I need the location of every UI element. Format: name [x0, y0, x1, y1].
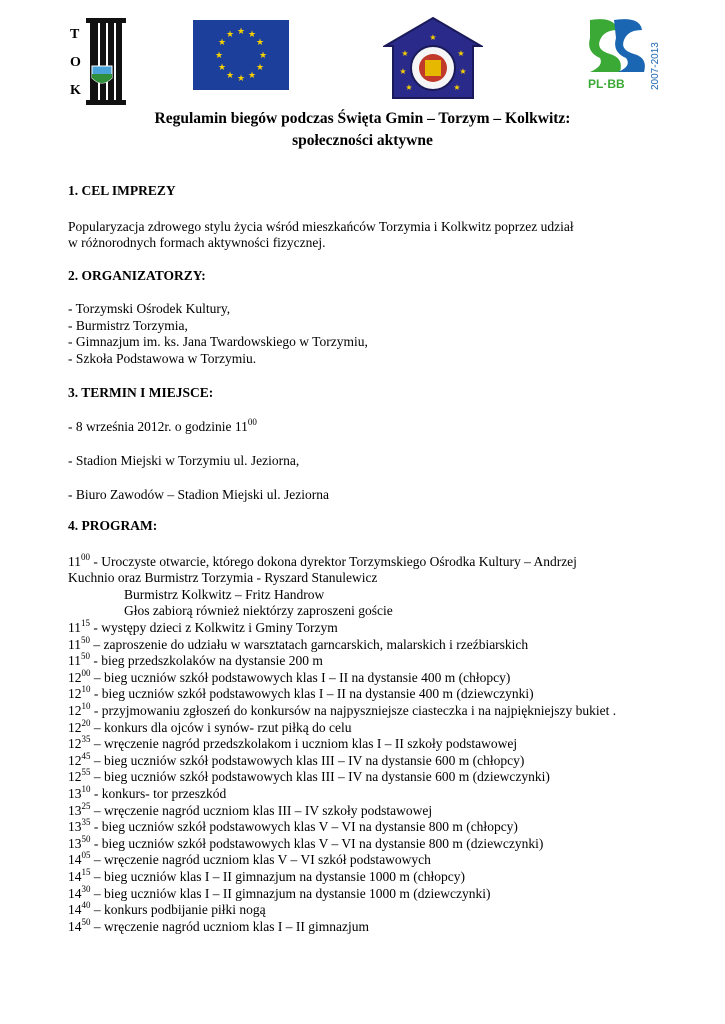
program-opening-line2: Kuchnio oraz Burmistrz Torzymia - Ryszard Stanulewicz	[68, 570, 378, 585]
tok-logo	[66, 18, 130, 106]
svg-text:★: ★	[225, 30, 235, 40]
svg-text:★: ★	[214, 51, 224, 61]
svg-text:★: ★	[225, 71, 235, 81]
svg-text:★: ★	[457, 49, 465, 58]
program-item-hour: 13	[68, 819, 82, 835]
program-item-minute: 10	[81, 701, 91, 711]
program-item-hour: 14	[68, 852, 82, 868]
program-item-hour: 13	[68, 835, 82, 851]
program-item	[68, 653, 323, 669]
program-item-hour: 14	[68, 869, 82, 884]
program-item	[68, 916, 370, 935]
program-opening: $11^{00}$ - Uroczyste otwarcie, którego dokona dyrektor Torzymskiego Ośrodka Kultury – Andrzej	[68, 552, 577, 569]
svg-text:★: ★	[217, 38, 227, 48]
program-item-minute: 50	[81, 651, 90, 662]
program-item-minute: 10	[81, 784, 91, 794]
program-item	[68, 819, 518, 835]
program-item-hour: 12	[68, 769, 82, 785]
program-item-minute: 50	[81, 916, 91, 927]
svg-text:★: ★	[399, 67, 407, 76]
svg-text:★: ★	[405, 83, 413, 92]
svg-text:★: ★	[453, 83, 461, 92]
organizer-item: - Torzymski Ośrodek Kultury,	[68, 301, 231, 316]
program-item-text: - bieg uczniów szkół podstawowych klas V – VI na dystansie 800 m (chłopcy)	[90, 819, 518, 835]
program-item	[68, 869, 465, 885]
svg-text:★: ★	[236, 27, 246, 37]
document-title-line2: społeczności aktywne	[292, 132, 433, 149]
program-item-hour: 12	[68, 719, 82, 735]
program-item-hour: 11	[68, 653, 81, 669]
program-item	[68, 852, 431, 868]
program-item-text: – wręczenie nagród uczniom klas V – VI szkół podstawowych	[90, 852, 431, 868]
program-item	[68, 634, 529, 653]
program-item-hour: 12	[68, 736, 82, 752]
program-item-hour: 14	[68, 885, 82, 901]
plbb-text: PL·BB	[588, 77, 625, 91]
organizer-item: - Szkoła Podstawowa w Torzymiu.	[68, 351, 257, 366]
program-item	[68, 769, 550, 785]
program-item-hour: 13	[68, 802, 82, 818]
program-item-hour: 14	[68, 902, 82, 918]
program-item-text: - występy dzieci z Kolkwitz i Gminy Torzym	[90, 620, 338, 635]
program-item	[68, 717, 352, 736]
svg-text:★: ★	[247, 71, 257, 81]
program-item	[68, 786, 226, 802]
program-item-text: – wręczenie nagród przedszkolakom i uczniom klas I – II szkoły podstawowej	[90, 736, 518, 752]
program-item	[68, 686, 534, 702]
organizer-item: - Burmistrz Torzymia,	[68, 318, 188, 333]
program-item-minute: 40	[81, 900, 91, 911]
svg-text:★: ★	[401, 49, 409, 58]
eu-flag-icon	[193, 20, 289, 90]
program-item	[68, 800, 433, 819]
program-item-text: – zaproszenie do udziału w warsztatach garncarskich, malarskich i rzeźbiarskich	[90, 636, 529, 652]
svg-text:★: ★	[429, 33, 437, 42]
program-item	[68, 750, 525, 769]
event-office: - Biuro Zawodów – Stadion Miejski ul. Jeziorna	[68, 487, 329, 502]
program-item-hour: 12	[68, 752, 82, 768]
program-item	[68, 736, 517, 752]
program-item-text: – bieg uczniów klas I – II gimnazjum na dystansie 1000 m (chłopcy)	[90, 869, 466, 884]
section-1-heading: 1. CEL IMPREZY	[68, 183, 176, 198]
program-item-minute: 35	[81, 734, 91, 745]
program-item-text: – konkurs podbijanie piłki nogą	[90, 902, 266, 918]
program-item-hour: 13	[68, 786, 82, 801]
tok-letter-o: O	[70, 55, 81, 70]
program-item-minute: 20	[81, 717, 91, 728]
svg-text:★: ★	[236, 74, 246, 84]
program-item-text: – bieg uczniów szkół podstawowych klas III – IV na dystansie 600 m (chłopcy)	[90, 752, 525, 768]
program-item-minute: 45	[81, 750, 91, 761]
program-item-minute: 55	[81, 767, 91, 778]
program-item-minute: 30	[81, 883, 91, 894]
program-item-hour: 11	[68, 620, 81, 635]
program-item	[68, 883, 491, 902]
svg-text:★: ★	[217, 63, 227, 73]
program-item-minute: 15	[81, 618, 90, 628]
program-item-text: - przyjmowaniu zgłoszeń do konkursów na najpyszniejsze ciasteczka i na najpiękniejszy bukiet .	[90, 703, 617, 718]
section-2-heading: 2. ORGANIZATORZY:	[68, 268, 206, 283]
program-item-minute: 50	[81, 634, 90, 645]
svg-text:★: ★	[247, 30, 257, 40]
program-item-minute: 10	[81, 684, 91, 695]
school-crest-icon	[383, 16, 483, 100]
program-item-text: - bieg uczniów szkół podstawowych klas V – VI na dystansie 800 m (dziewczynki)	[90, 835, 544, 851]
organizer-item: - Gimnazjum im. ks. Jana Twardowskiego w Torzymiu,	[68, 334, 368, 349]
svg-text:★: ★	[258, 51, 268, 61]
program-item-text: – wręczenie nagród uczniom klas I – II gimnazjum	[90, 918, 370, 934]
program-item-minute: 05	[81, 850, 91, 861]
tok-letter-k: K	[70, 83, 81, 98]
event-venue: - Stadion Miejski w Torzymiu ul. Jeziorna,	[68, 453, 300, 468]
plbb-years: 2007-2013	[650, 42, 661, 90]
program-item-hour: 12	[68, 669, 82, 685]
svg-text:★: ★	[459, 67, 467, 76]
program-opening-line3: Burmistrz Kolkwitz – Fritz Handrow	[124, 587, 325, 602]
program-item	[68, 667, 511, 686]
pl-bb-program-logo	[584, 16, 664, 96]
program-item-text: - bieg uczniów szkół podstawowych klas I – II na dystansie 400 m (dziewczynki)	[90, 686, 534, 702]
program-item-text: – wręczenie nagród uczniom klas III – IV szkoły podstawowej	[90, 802, 433, 818]
program-item	[68, 703, 616, 719]
section-1-text-line1: Popularyzacja zdrowego stylu życia wśród mieszkańców Torzymia i Kolkwitz poprzez udział	[68, 219, 574, 234]
svg-text:★: ★	[255, 63, 265, 73]
section-1-text-line2: w różnorodnych formach aktywności fizycznej.	[68, 235, 326, 250]
program-item	[68, 902, 266, 918]
section-4-heading: 4. PROGRAM:	[68, 518, 158, 533]
program-item-text: - bieg przedszkolaków na dystansie 200 m	[90, 653, 323, 669]
program-item-hour: 11	[68, 636, 81, 652]
program-item	[68, 833, 544, 852]
svg-text:★: ★	[255, 38, 265, 48]
program-item	[68, 620, 338, 636]
logo-bar	[0, 14, 725, 114]
program-item-hour: 14	[68, 918, 82, 934]
tok-letter-t: T	[70, 27, 80, 42]
program-item-hour: 12	[68, 703, 82, 718]
program-item-text: – bieg uczniów szkół podstawowych klas I – II na dystansie 400 m (chłopcy)	[90, 669, 511, 685]
program-item-minute: 00	[81, 667, 91, 678]
event-date: - 8 września 2012r. o godzinie $11^{00}$	[68, 417, 257, 434]
program-item-minute: 50	[81, 833, 91, 844]
program-item-minute: 25	[81, 800, 91, 811]
program-opening-line4: Głos zabiorą również niektórzy zaproszeni goście	[124, 603, 393, 618]
section-3-heading: 3. TERMIN I MIEJSCE:	[68, 385, 214, 400]
program-item-hour: 12	[68, 686, 82, 702]
program-item-text: - konkurs- tor przeszkód	[90, 786, 227, 801]
program-item-minute: 15	[81, 867, 91, 877]
program-item-text: – bieg uczniów szkół podstawowych klas III – IV na dystansie 600 m (dziewczynki)	[90, 769, 550, 785]
document-title-line1: Regulamin biegów podczas Święta Gmin – Torzym – Kolkwitz:	[154, 110, 571, 127]
program-item-text: – bieg uczniów klas I – II gimnazjum na dystansie 1000 m (dziewczynki)	[90, 885, 491, 901]
program-item-text: – konkurs dla ojców i synów- rzut piłką do celu	[90, 719, 352, 735]
program-item-minute: 35	[81, 817, 91, 828]
